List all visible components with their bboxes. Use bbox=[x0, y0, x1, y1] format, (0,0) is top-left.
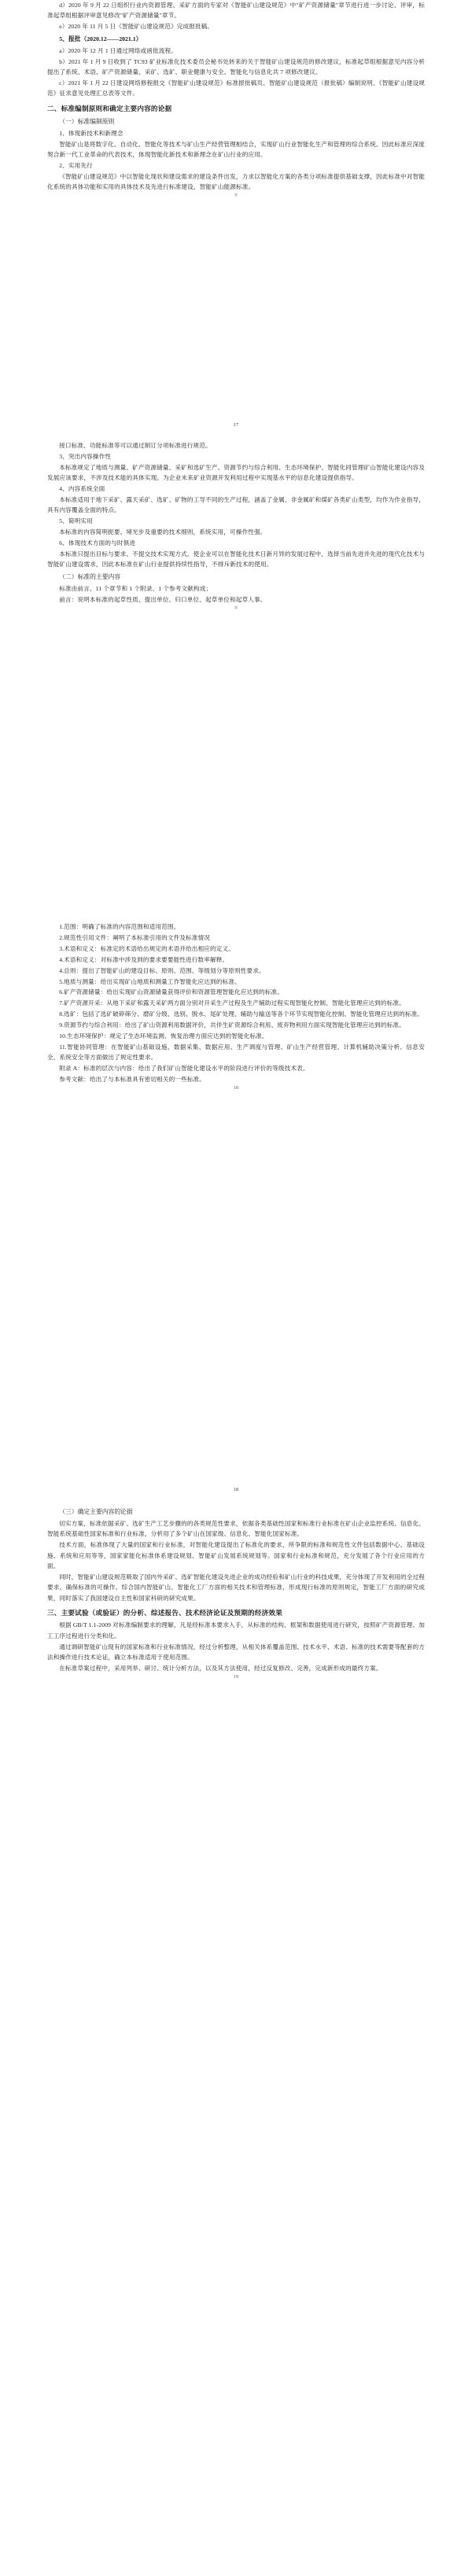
paragraph: 7.矿产资源开采：从地下采矿和露天采矿两方面分别对开采生产过程及生产辅助过程实现智能化控制、智能化管理应达到的标准。 bbox=[59, 999, 405, 1007]
paragraph: 2.规范性引用文件：阐明了本标准引用的文件及标准情况 bbox=[59, 933, 211, 941]
subsection-heading: 5、报批（2020.12——2021.1） bbox=[59, 35, 142, 42]
document-page bbox=[0, 1507, 472, 2057]
paragraph: 本标准规定了地质与测量、矿产资源储量、采矿和选矿生产、资源节约与综合利用、生态环境保护、智能化同管理矿山智能化建设内容及发展应该要求，不涉及技术能的具体实现。为企业未来矿业资源开发利用过程中实现基水平的信息化建设提供指导。 bbox=[47, 463, 425, 482]
subsection-heading: （一）标准编制原则 bbox=[59, 117, 115, 125]
page-mark: ＊ bbox=[233, 605, 238, 611]
paragraph: a）2020 年 12 月 1 日通过网络或函批流程。 bbox=[59, 46, 177, 54]
page-number: 17 bbox=[233, 422, 239, 428]
paragraph: 4.术语和定义：对标准中涉及到的要求要要能性进行数率解释。 bbox=[59, 955, 229, 963]
paragraph: 3、突出内容操作性 bbox=[59, 452, 112, 460]
page-number: 18 bbox=[233, 1487, 239, 1492]
paragraph: 在标准草案过程中，采用列举、研讨、统计分析方法，以及其方法使用，经过反复修改、完善，完成新形成的最终方案。 bbox=[59, 1664, 382, 1672]
paragraph: 8.选矿：包括了选矿破碎筛分、磨矿分级、选别、脱水、尾矿处理、辅助与输送等各个环节实现智能化控制、智能化管理应达到的标准。 bbox=[59, 1010, 424, 1018]
paragraph: e）2020 年 11 月 5 日《智能矿山建设规范》完成报批稿。 bbox=[59, 23, 214, 31]
paragraph: 4.总则：提出了智能矿山的建设目标、原则、范围、等级划分等原则性要求。 bbox=[59, 966, 265, 974]
paragraph: 前言：说明本标准的起草性质、提出单位、归口单位、起草单位和起草人事。 bbox=[59, 595, 267, 603]
paragraph: 标准由前言、11 个章节和 1 个附录、1 个参考文献构成； bbox=[59, 584, 212, 592]
paragraph: 附录 A：标准的层次与内容：给出了我们矿山智能化建设水平的阶段进行评价的等级技术表。 bbox=[59, 1065, 309, 1073]
paragraph: 《智能矿山建设规范》中以智能化现状和建设需求的建设条件出发，力求以智能化方案的各类分项标准提供基础支撑，因此标准中对智能化系统的具体功能和实用的具体技术及先进行标准建设，智能矿山能源标准。 bbox=[47, 172, 425, 191]
page-content bbox=[0, 1507, 472, 1680]
paragraph: 1、体现新技术和新理念 bbox=[59, 129, 124, 137]
paragraph: 智能矿山是将数字化、自动化、智能化等技术与矿山生产经营管理相结合，实现矿山行业智能化生产和管理的综合系统。因此标准应深度契合新一代工业革命的代表技术，体现智能化新技术和新理念在矿山行业的应用。 bbox=[47, 140, 425, 159]
page-mark: ＊ bbox=[233, 193, 238, 199]
paragraph: 同时，智能矿山建设规范吸取了国内外采矿、选矿智能化建设先进企业的成功经验和矿山行业的科技成果，充分体现了开发利用的全过程要求，确保标准的可操作。综合国内智能矿山、智能化工厂方面的相关技术和管理标准，形成现行标准的原则规定，智能工厂方面的研究成果，同时落实了我国建设自主性和国家科研的研究成果。 bbox=[47, 1573, 425, 1602]
paragraph: 通过调研智能矿山现有的国家标准和行业标准情况，经过分析整理，从相关体系覆盖范围、技术水平、术语、标准的技术需要等配套的方法和操作进行技术论证，确立本标准适用于使用范围。 bbox=[47, 1643, 425, 1661]
paragraph: 根据 GB/T 1.1-2009 对标准编制要求的理解，凡是经标准本要求入手，从标准的结构、框架和数据使用进行研究，按照矿产资源管理、加工工序过程进行分类和化。 bbox=[47, 1621, 425, 1639]
paragraph: 切实方案，标准依据采矿、选矿生产工艺步骤的的各类规范性要求，依据各类基础性国家和标准行业标准在矿山企业监控系统、信息化、智能系统基础性国家标准和行业标准，分析用了多个矿山在国家级、信息化、智能化国家标准。 bbox=[47, 1520, 425, 1538]
paragraph: c）2021 年 1 月 22 日建设网络修程报交《智能矿山建设规范》标准报批稿页、智能矿山建设规范（报批稿）编制说明、《智能矿山建设规范》征求意见处理汇总表等文件。 bbox=[47, 79, 425, 98]
paragraph: 1.范围：明确了标准的内容范围和适用范围。 bbox=[59, 923, 180, 930]
paragraph: 本标准只提出目标与要求、不提交技术实现方式。使企业可以在智能化技术日新月异的发展过程中，选择当前先进并先进的现代化技术与智能矿山建设需求，因此本标准在矿山行业提供持续性指导，不排斥新技术的使用。 bbox=[47, 550, 425, 569]
paragraph: 6.矿产资源储量：给出实现矿山资源储量获得评价和资源管理智能化应达到的标准。 bbox=[59, 988, 283, 996]
paragraph: d）2020 年 9 月 22 日组织行业内资源管理、采矿方面的专家对《智能矿山建设规范》中"矿产资源储量"章节进行进一步讨论、评审，标准起草组根据评审意见修改"矿产资源储量"章节。 bbox=[47, 2, 425, 20]
document-page bbox=[0, 0, 472, 440]
section-heading: 三、主要试验（或验证）的分析、综述报告、技术经济论证及预期的经济效果 bbox=[47, 1609, 282, 1617]
paragraph: 6、体现技术方面的与时俱进 bbox=[59, 539, 136, 547]
page-content bbox=[0, 0, 472, 199]
subsection-heading: （三）确定主要内容的论据 bbox=[59, 1508, 133, 1515]
paragraph: 11.智能协同管理：在智能矿山基础设施、数据采集、数据应用、生产调度与管理、矿山生产经营管理、计算机辅助决策分析、信息安全、系统安全等方面做出了规定性要求。 bbox=[47, 1043, 425, 1062]
section-heading: 二、标准编制原则和确定主要内容的论据 bbox=[47, 104, 172, 112]
paragraph: 10.生态环境保护：规定了生态环境监测、恢复治理方面应达到的智能化标准。 bbox=[59, 1032, 268, 1040]
paragraph: 3.术语和定义：标准定的术语给出规定的术语并给出相应的定义。 bbox=[59, 944, 235, 952]
document-page bbox=[0, 440, 472, 922]
paragraph: 5、简明实用 bbox=[59, 517, 93, 525]
paragraph: 5.地质与测量：给出实现矿山地质和测量工作智能化应达到的标准。 bbox=[59, 977, 241, 985]
paragraph: 2、实用先行 bbox=[59, 161, 93, 169]
paragraph: 本标准适用于地下采矿、露天采矿、选矿、矿物的工导不同的生产过程，涵盖了金属、非金属矿和煤矿各类矿山类型，均作为作业指导，具有内容覆盖全面的特点。 bbox=[47, 496, 425, 514]
page-mark: 18 bbox=[234, 1086, 238, 1091]
paragraph: 参考文献：给出了与本标准具有密切相关的一些标准。 bbox=[59, 1076, 206, 1084]
paragraph: b）2021 年 1 月 9 日收到了 TC93 矿业标准化技术委员会秘书处转来的关于智能矿山建设规范的修改建议，标准起草组根据意见内容分析提出了系统、术语、矿产资源储量、采矿、选矿、职业健康与安全、智能化与信息化共 7 项修改建议。 bbox=[47, 57, 425, 76]
paragraph: 接口标准、功能标准等可以通过制订分项标准进行规范。 bbox=[59, 442, 212, 449]
subsection-heading: （二）标准的主要内容 bbox=[59, 572, 121, 580]
paragraph: 技术方面，标准体现了大量的国家和行业标准，对智能化建设提出了标准化的要求，所争限的标准和规范性文件包括数据中心、基础设施、系统和应用等等，国家家能化标准体系建设规划、智能矿山发展系统规划等。国家和行业标准和规范，充分发展了各个行业应用的方面。 bbox=[47, 1541, 425, 1570]
paragraph: 本标准的内容简明扼要、境光步及重要的技术细则，系统实用，可操作性强。 bbox=[59, 528, 267, 536]
document-page bbox=[0, 922, 472, 1505]
paragraph: 4、内容系统全面 bbox=[59, 485, 105, 493]
page-content bbox=[0, 440, 472, 612]
page-mark: 19 bbox=[234, 1674, 238, 1680]
paragraph: 9.资源节约与综合利用：给出了矿山资源利用数据评价，共伴生矿资源综合利用、废弃物利用方面实现智能化管理应达到的标准。 bbox=[59, 1021, 405, 1029]
page-content bbox=[0, 922, 472, 1091]
